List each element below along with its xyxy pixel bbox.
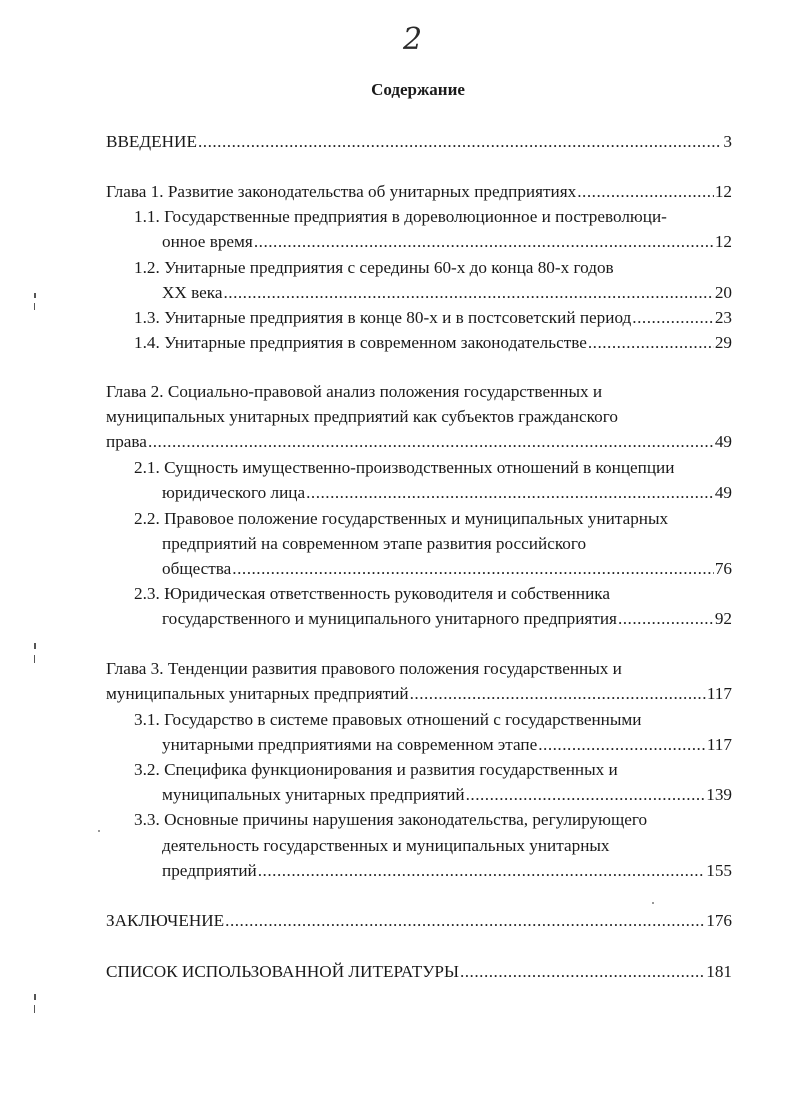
toc-entry-chapter-2 [106, 430, 732, 454]
toc-page-number: 76 [714, 559, 732, 578]
toc-entry-3-2-line1: 3.2. Специфика функционирования и развития государственных и [134, 760, 618, 779]
toc-entry-text: 1.3. Унитарные предприятия в конце 80-х и в постсоветский период [134, 308, 632, 327]
toc-entry-3-1 [162, 733, 732, 757]
scan-speck [652, 902, 654, 904]
toc-page-number: 117 [706, 684, 732, 703]
leader-dots [223, 281, 713, 305]
toc-entry-text: XX века [162, 283, 223, 302]
binder-mark [34, 994, 36, 1000]
toc-entry-2-2 [162, 557, 732, 581]
toc-entry-1-1-line1: 1.1. Государственные предприятия в дореволюционное и постреволюци- [134, 207, 667, 226]
toc-page-number: 176 [706, 911, 732, 930]
toc-page-number: 139 [706, 785, 732, 804]
scan-speck [98, 830, 100, 832]
leader-dots [538, 733, 706, 757]
leader-dots [258, 859, 705, 883]
toc-entry-text: юридического лица [162, 483, 306, 502]
leader-dots [618, 607, 714, 631]
toc-page-number: 3 [723, 132, 732, 151]
toc-entry-text: ВВЕДЕНИЕ [106, 132, 197, 151]
toc-entry-chapter-3 [106, 682, 732, 706]
toc-entry-2-2-line1: 2.2. Правовое положение государственных и муниципальных унитарных [134, 509, 669, 528]
toc-entry-text: ЗАКЛЮЧЕНИЕ [106, 911, 225, 930]
toc-entry-3-3 [162, 859, 732, 883]
toc-entry-3-1-line1: 3.1. Государство в системе правовых отношений с государственными [134, 710, 642, 729]
toc-page-number: 117 [706, 735, 732, 754]
leader-dots [306, 481, 714, 505]
toc-entry-conclusion [106, 909, 732, 933]
toc-entry-text: онное время [162, 232, 253, 251]
leader-dots [577, 180, 714, 204]
toc-entry-2-3 [162, 607, 732, 631]
toc-entry-text: права [106, 432, 147, 451]
toc-page-number: 49 [714, 483, 732, 502]
toc-entry-2-1 [162, 481, 732, 505]
binder-mark [34, 643, 36, 649]
toc-entry-text: унитарными предприятиями на современном этапе [162, 735, 538, 754]
leader-dots [632, 306, 714, 330]
toc-page-number: 92 [714, 609, 732, 628]
toc-entry-1-2 [162, 281, 732, 305]
binder-mark [34, 655, 35, 663]
leader-dots [232, 557, 714, 581]
toc-entry-chapter-1 [106, 180, 732, 204]
toc-entry-1-2-line1: 1.2. Унитарные предприятия с середины 60-х до конца 80-х годов [134, 258, 614, 277]
toc-page-number: 12 [714, 232, 732, 251]
toc-entry-chapter-2-line1: Глава 2. Социально-правовой анализ положения государственных и [106, 382, 603, 401]
toc-page-number: 49 [714, 432, 732, 451]
leader-dots [225, 909, 705, 933]
toc-page-number: 155 [706, 861, 732, 880]
toc-page-number: 29 [714, 333, 732, 352]
toc-entry-1-1 [162, 230, 732, 254]
toc-entry-bibliography [106, 960, 732, 984]
toc-entry-text: Глава 1. Развитие законодательства об унитарных предприятиях [106, 182, 577, 201]
binder-mark [34, 303, 35, 310]
toc-entry-text: общества [162, 559, 232, 578]
toc-entry-text: СПИСОК ИСПОЛЬЗОВАННОЙ ЛИТЕРАТУРЫ [106, 962, 459, 981]
leader-dots [588, 331, 714, 355]
toc-entry-3-2 [162, 783, 732, 807]
binder-mark [34, 1005, 35, 1013]
toc-entry-text: 1.4. Унитарные предприятия в современном законодательстве [134, 333, 587, 352]
leader-dots [466, 783, 706, 807]
leader-dots [460, 960, 705, 984]
toc-entry-1-4 [134, 331, 732, 355]
toc-entry-3-3-line2: деятельность государственных и муниципальных унитарных [162, 836, 610, 855]
page-title: Содержание [371, 80, 465, 99]
toc-entry-text: предприятий [162, 861, 257, 880]
toc-entry-1-3 [134, 306, 732, 330]
toc-entry-intro [106, 130, 732, 154]
handwritten-page-number: 2 [403, 22, 423, 57]
toc-page-number: 23 [714, 308, 732, 327]
toc-entry-text: муниципальных унитарных предприятий [162, 785, 465, 804]
toc-entry-2-1-line1: 2.1. Сущность имущественно-производственных отношений в концепции [134, 458, 675, 477]
toc-entry-2-2-line2: предприятий на современном этапе развития российского [162, 534, 587, 553]
toc-entry-text: муниципальных унитарных предприятий [106, 684, 409, 703]
toc-page-number: 181 [706, 962, 732, 981]
toc-page-number: 20 [714, 283, 732, 302]
binder-mark [34, 293, 36, 298]
toc-entry-text: государственного и муниципального унитарного предприятия [162, 609, 617, 628]
toc-entry-chapter-2-line2: муниципальных унитарных предприятий как субъектов гражданского [106, 407, 618, 426]
leader-dots [148, 430, 714, 454]
toc-page-number: 12 [714, 182, 732, 201]
toc-entry-3-3-line1: 3.3. Основные причины нарушения законодательства, регулирующего [134, 810, 648, 829]
toc-entry-2-3-line1: 2.3. Юридическая ответственность руководителя и собственника [134, 584, 610, 603]
leader-dots [198, 130, 722, 154]
leader-dots [254, 230, 714, 254]
toc-entry-chapter-3-line1: Глава 3. Тенденции развития правового положения государственных и [106, 659, 622, 678]
leader-dots [410, 682, 706, 706]
